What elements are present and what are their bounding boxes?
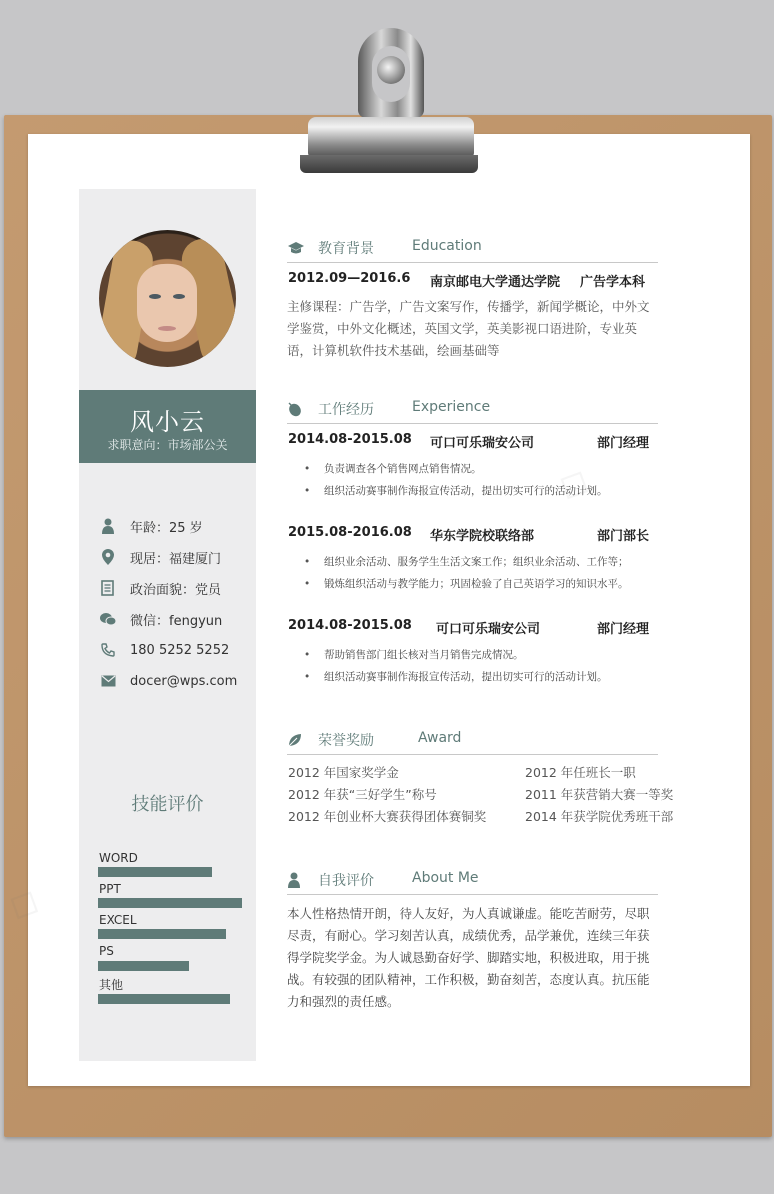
skill-label: PS bbox=[99, 944, 114, 958]
info-political bbox=[100, 578, 221, 598]
skill-bar bbox=[98, 961, 189, 971]
person-icon bbox=[100, 518, 116, 534]
skill-track bbox=[98, 994, 242, 1004]
job-line bbox=[287, 525, 658, 543]
skills-title: 技能评价 bbox=[131, 794, 204, 815]
education-degree: 广告学本科 bbox=[580, 275, 646, 290]
mail-icon bbox=[100, 673, 116, 689]
skill-track bbox=[98, 929, 242, 939]
section-title: 自我评价 bbox=[318, 873, 374, 889]
section-title-en: Experience bbox=[412, 399, 491, 415]
avatar-mouth bbox=[158, 326, 176, 331]
skill-track bbox=[98, 867, 242, 877]
info-text: 现居：福建厦门 bbox=[130, 551, 222, 567]
job-line bbox=[287, 618, 658, 636]
phone-icon bbox=[100, 642, 116, 658]
section-experience-header bbox=[287, 397, 658, 424]
info-text: 180 5252 5252 bbox=[130, 642, 230, 658]
job-company: 华东学院校联络部 bbox=[430, 529, 535, 544]
info-age bbox=[100, 516, 203, 536]
info-text: docer@wps.com bbox=[130, 673, 238, 689]
job-duties bbox=[303, 644, 663, 688]
job-period: 2014.08-2015.08 bbox=[288, 432, 412, 447]
skill-label: EXCEL bbox=[99, 913, 137, 927]
section-title-en: Education bbox=[412, 238, 482, 254]
skill-label: WORD bbox=[99, 851, 138, 865]
avatar-eye bbox=[173, 294, 185, 299]
education-school: 南京邮电大学通达学院 bbox=[430, 275, 561, 290]
skill-bar bbox=[98, 929, 226, 939]
list-item: • 组织活动赛事制作海报宣传活动，提出切实可行的活动计划。 bbox=[303, 480, 663, 502]
graduation-cap-icon bbox=[287, 240, 305, 256]
education-period: 2012.09—2016.6 bbox=[288, 271, 411, 286]
skill-bar bbox=[98, 898, 242, 908]
candidate-name: 风小云 bbox=[130, 408, 205, 436]
info-location bbox=[100, 547, 221, 567]
section-education-header bbox=[287, 236, 658, 263]
job-duties bbox=[303, 458, 663, 502]
section-about-header bbox=[287, 868, 658, 895]
job-company: 可口可乐瑞安公司 bbox=[436, 622, 541, 637]
job-duties bbox=[303, 551, 663, 595]
skill-label: 其他 bbox=[99, 978, 124, 992]
section-title: 教育背景 bbox=[318, 241, 374, 257]
award-item: 2012 年创业杯大赛获得团体赛铜奖 bbox=[288, 809, 487, 824]
wechat-icon bbox=[100, 611, 116, 627]
name-band bbox=[79, 390, 256, 463]
job-company: 可口可乐瑞安公司 bbox=[430, 436, 535, 451]
skill-bar bbox=[98, 867, 212, 877]
section-title: 荣誉奖励 bbox=[318, 733, 374, 749]
avatar-eye bbox=[149, 294, 161, 299]
skill-bar bbox=[98, 994, 230, 1004]
binder-clip-base bbox=[308, 117, 474, 157]
skill-track bbox=[98, 898, 242, 908]
job-role: 部门经理 bbox=[597, 622, 650, 637]
watermark: ◇ bbox=[1, 875, 50, 931]
about-text: 本人性格热情开朗，待人友好，为人真诚谦虚。能吃苦耐劳，尽职尽责，有耐心。学习刻苦认真，成绩优秀，品学兼优，连续三年获得学院奖学金。为人诚恳勤奋好学、脚踏实地，积极进取，用于挑战。有较强的团队精神，工作积极，勤奋刻苦，态度认真。抗压能力和强烈的责任感。 bbox=[287, 906, 650, 1009]
binder-clip-lip bbox=[300, 155, 478, 173]
list-item: • 帮助销售部门组长核对当月销售完成情况。 bbox=[303, 644, 663, 666]
list-item: • 组织业余活动、服务学生生活文案工作；组织业余活动、工作等； bbox=[303, 551, 663, 573]
award-item: 2012 年任班长一职 bbox=[525, 765, 636, 780]
info-text: 政治面貌：党员 bbox=[130, 582, 222, 598]
skill-track bbox=[98, 961, 242, 971]
award-item: 2012 年获“三好学生”称号 bbox=[288, 787, 437, 802]
document-icon bbox=[100, 580, 116, 596]
award-item: 2014 年获学院优秀班干部 bbox=[525, 809, 674, 824]
skill-label: PPT bbox=[99, 882, 121, 896]
list-item: • 负责调查各个销售网点销售情况。 bbox=[303, 458, 663, 480]
list-item: • 锻炼组织活动与教学能力；巩固检验了自己英语学习的知识水平。 bbox=[303, 573, 663, 595]
section-title-en: About Me bbox=[412, 870, 479, 886]
leaf-icon bbox=[287, 732, 305, 748]
binder-clip-rivet bbox=[377, 56, 405, 84]
job-line bbox=[287, 432, 658, 450]
section-title-en: Award bbox=[418, 730, 462, 746]
info-phone bbox=[100, 640, 229, 660]
job-period: 2014.08-2015.08 bbox=[288, 618, 412, 633]
info-email bbox=[100, 671, 237, 691]
award-item: 2012 年国家奖学金 bbox=[288, 765, 399, 780]
avatar bbox=[99, 230, 236, 367]
job-intent: 求职意向：市场部公关 bbox=[107, 438, 228, 452]
section-title: 工作经历 bbox=[318, 402, 374, 418]
info-text: 年龄：25 岁 bbox=[130, 520, 203, 536]
job-role: 部门经理 bbox=[597, 436, 650, 451]
info-wechat bbox=[100, 609, 222, 629]
job-period: 2015.08-2016.08 bbox=[288, 525, 412, 540]
education-courses: 主修课程：广告学，广告文案写作，传播学，新闻学概论，中外文学鉴赏，中外文化概述，英国文学，英美影视口语进阶，专业英语，计算机软件技术基础，绘画基础等 bbox=[287, 299, 650, 358]
watermark: ◇ bbox=[551, 455, 600, 511]
location-pin-icon bbox=[100, 549, 116, 565]
info-text: 微信：fengyun bbox=[130, 613, 223, 629]
job-role: 部门部长 bbox=[597, 529, 650, 544]
award-item: 2011 年获营销大赛一等奖 bbox=[525, 787, 674, 802]
section-award-header bbox=[287, 728, 658, 755]
mouse-icon bbox=[287, 401, 305, 417]
education-line bbox=[287, 271, 658, 289]
person-icon bbox=[287, 872, 305, 888]
list-item: • 组织活动赛事制作海报宣传活动，提出切实可行的活动计划。 bbox=[303, 666, 663, 688]
